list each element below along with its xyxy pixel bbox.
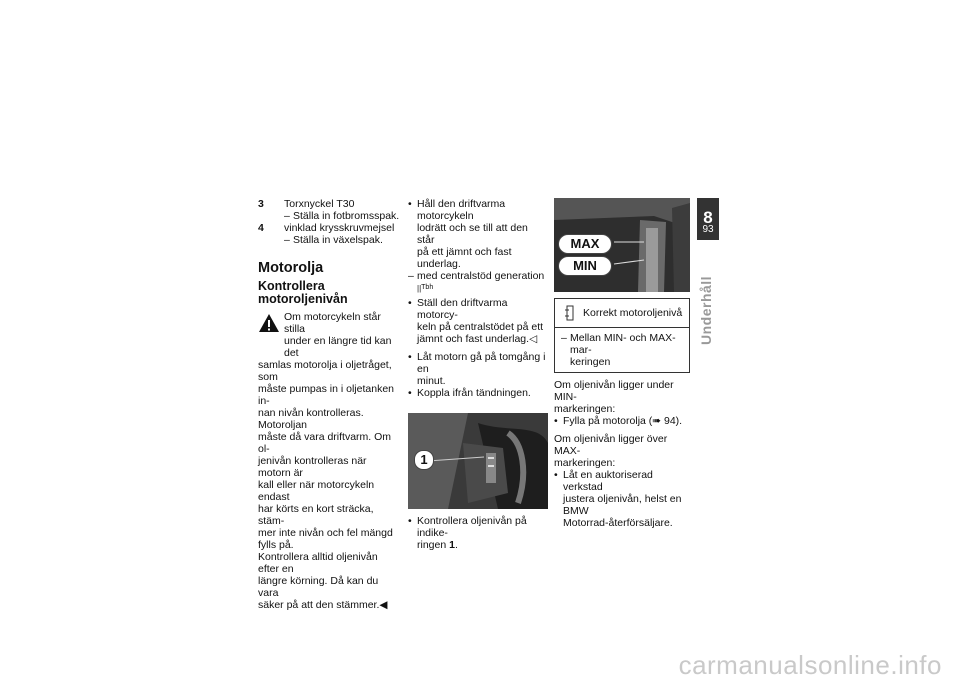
list-item: • Håll den driftvarma motorcykeln lodrätt och se till att den står på ett jämnt och fast underlag. xyxy=(408,198,528,270)
variant-marker-icon: || xyxy=(417,284,422,293)
list-item: • Fylla på motorolja (➠ 94). xyxy=(554,415,683,427)
warning-line: jenivån kontrolleras när motorn är xyxy=(258,455,367,479)
tool-item xyxy=(258,222,400,234)
tool-action: – Ställa in växelspak. xyxy=(284,234,383,246)
list-item: • Kontrollera oljenivån på indike- ringen 1. xyxy=(408,515,527,551)
info-title: Korrekt motoroljenivå xyxy=(583,307,683,319)
min-label: MIN xyxy=(558,256,612,276)
warning-line: under en längre tid kan det xyxy=(284,335,392,359)
list-item: • Koppla ifrån tändningen. xyxy=(408,387,531,399)
column-right xyxy=(554,198,690,529)
page-reference[interactable]: Fylla på motorolja (➠ 94). xyxy=(563,415,683,427)
warning-line: måste då vara driftvarm. Om ol- xyxy=(258,431,392,455)
column-middle xyxy=(408,198,548,551)
warning-line: mer inte nivån och fel mängd xyxy=(258,527,393,539)
tool-name: vinklad krysskruvmejsel xyxy=(284,222,395,234)
warning-line: kall eller när motorcykeln endast xyxy=(258,479,375,503)
warning-block xyxy=(258,311,400,611)
page-number: 93 xyxy=(702,224,714,235)
min-max-photo xyxy=(554,198,690,292)
oil-level-icon xyxy=(561,305,581,321)
tool-number: 3 xyxy=(258,198,264,210)
column-left xyxy=(258,198,400,611)
warning-line: säker på att den stämmer.◀ xyxy=(258,599,388,611)
text-line: markeringen: xyxy=(554,457,616,469)
tool-action: – Ställa in fotbromsspak. xyxy=(284,210,400,222)
callout-1: 1 xyxy=(414,450,434,470)
list-item: • Ställ den driftvarma motorcy- keln på centralstödet på ett jämnt och fast underlag.◁ xyxy=(408,297,544,345)
tool-number: 4 xyxy=(258,222,264,234)
list-item: • Låt en auktoriserad verkstad justera oljenivån, helst en BMW Motorrad-återförsäljare. xyxy=(554,469,682,529)
text-line: Om oljenivån ligger över MAX- xyxy=(554,433,668,457)
info-box xyxy=(554,298,690,373)
oil-indicator-photo xyxy=(408,413,548,509)
tool-item xyxy=(258,198,400,210)
list-item: – med centralstöd generation $||^{Tbh}$ xyxy=(408,270,545,293)
warning-line: längre körning. Då kan du vara xyxy=(258,575,379,599)
warning-line: samlas motorolja i oljetråget, som xyxy=(258,359,392,383)
list-item: • Låt motorn gå på tomgång i en minut. xyxy=(408,351,546,387)
chapter-tab: 8 xyxy=(697,198,719,240)
warning-line: fylls på. xyxy=(258,539,294,551)
text-line: Om oljenivån ligger under MIN- xyxy=(554,379,674,403)
warning-line: nan nivån kontrolleras. Motoroljan xyxy=(258,407,364,431)
warning-triangle-icon xyxy=(258,313,280,333)
max-label: MAX xyxy=(558,234,612,254)
subsection-title: Kontrollera motoroljenivån xyxy=(258,279,348,306)
warning-line: Kontrollera alltid oljenivån efter en xyxy=(258,551,378,575)
warning-line: har körts en kort sträcka, stäm- xyxy=(258,503,374,527)
watermark: carmanualsonline.info xyxy=(678,650,942,680)
warning-line: måste pumpas in i oljetanken in- xyxy=(258,383,394,407)
warning-line: Om motorcykeln står stilla xyxy=(284,311,381,335)
list-item: – Mellan MIN- och MAX-mar- keringen xyxy=(561,332,676,368)
section-title: Motorolja xyxy=(258,260,324,276)
text-line: markeringen: xyxy=(554,403,616,415)
tool-name: Torxnyckel T30 xyxy=(284,198,355,210)
chapter-side-label: Underhåll xyxy=(698,275,714,345)
